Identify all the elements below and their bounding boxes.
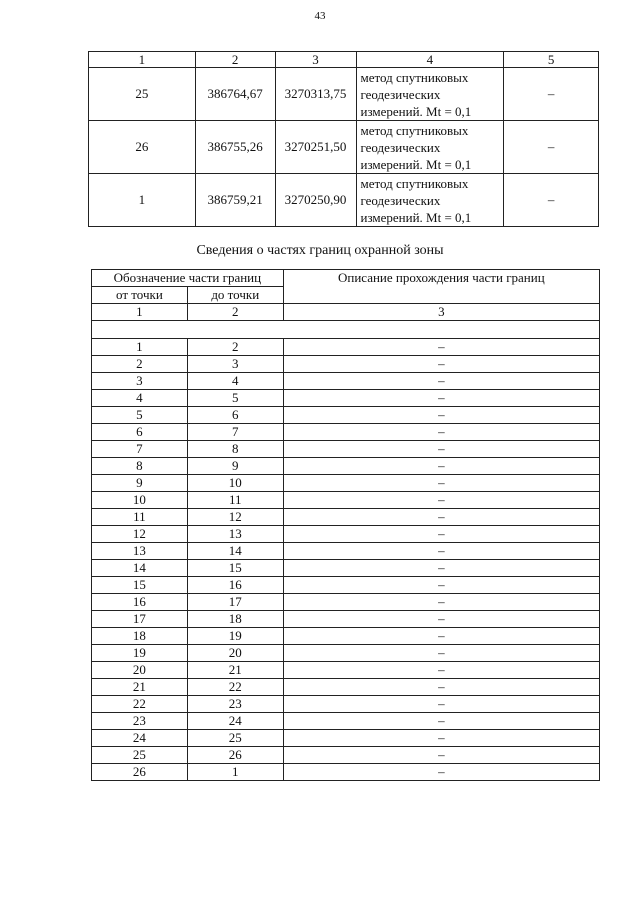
- y-coordinate: 3270313,75: [275, 68, 356, 121]
- boundary-description: –: [283, 764, 599, 781]
- column-number: 2: [195, 52, 275, 68]
- from-point: 5: [92, 407, 188, 424]
- boundary-description: –: [283, 628, 599, 645]
- to-point: 11: [187, 492, 283, 509]
- to-point: 14: [187, 543, 283, 560]
- boundary-description: –: [283, 458, 599, 475]
- table-row: [92, 645, 600, 662]
- to-point: 23: [187, 696, 283, 713]
- table-row: [92, 492, 600, 509]
- from-point: 12: [92, 526, 188, 543]
- table-row: [92, 543, 600, 560]
- method-line: метод спутниковых: [360, 122, 469, 138]
- boundary-description: –: [283, 594, 599, 611]
- group-header-row: [92, 270, 600, 287]
- to-point: 6: [187, 407, 283, 424]
- table-row: [92, 577, 600, 594]
- column-number: 4: [356, 52, 504, 68]
- from-point: 6: [92, 424, 188, 441]
- to-point: 2: [187, 339, 283, 356]
- table-row: [92, 339, 600, 356]
- from-point: 15: [92, 577, 188, 594]
- to-point: 19: [187, 628, 283, 645]
- boundary-part-designation-header: Обозначение части границ: [92, 270, 284, 287]
- boundary-description: –: [283, 373, 599, 390]
- table-row: [92, 458, 600, 475]
- method-line: геодезических: [360, 86, 441, 102]
- boundary-description: –: [283, 713, 599, 730]
- from-point: 19: [92, 645, 188, 662]
- section-title: Сведения о частях границ охранной зоны: [196, 243, 444, 258]
- boundary-description: –: [283, 560, 599, 577]
- point-number: 25: [89, 68, 196, 121]
- from-point: 2: [92, 356, 188, 373]
- to-point: 4: [187, 373, 283, 390]
- column-number: 5: [504, 52, 599, 68]
- from-point: 16: [92, 594, 188, 611]
- table-row: [92, 373, 600, 390]
- boundary-description: –: [283, 526, 599, 543]
- table-row: [92, 696, 600, 713]
- to-point: 13: [187, 526, 283, 543]
- boundary-description: –: [283, 492, 599, 509]
- from-point: 17: [92, 611, 188, 628]
- method-line: метод спутниковых: [360, 69, 469, 85]
- to-point: 10: [187, 475, 283, 492]
- note-cell: –: [504, 174, 599, 227]
- coordinates-table: [88, 51, 599, 227]
- page-number: 43: [314, 10, 326, 22]
- boundary-description: –: [283, 543, 599, 560]
- to-point: 12: [187, 509, 283, 526]
- method-line: измерений. Mt = 0,1: [360, 103, 472, 119]
- note-cell: –: [504, 68, 599, 121]
- boundary-description: –: [283, 747, 599, 764]
- empty-row: [92, 321, 600, 339]
- boundary-description: –: [283, 390, 599, 407]
- column-number-row: [92, 304, 600, 321]
- boundary-description: –: [283, 662, 599, 679]
- table-row: [92, 611, 600, 628]
- from-point: 10: [92, 492, 188, 509]
- empty-cell: [92, 321, 600, 339]
- method-line: метод спутниковых: [360, 175, 469, 191]
- boundary-description: –: [283, 339, 599, 356]
- from-point: 22: [92, 696, 188, 713]
- boundary-description: –: [283, 730, 599, 747]
- to-point: 9: [187, 458, 283, 475]
- boundary-description: –: [283, 645, 599, 662]
- from-point: 11: [92, 509, 188, 526]
- table-row: [92, 713, 600, 730]
- x-coordinate: 386759,21: [195, 174, 275, 227]
- to-point: 26: [187, 747, 283, 764]
- method-description: [356, 174, 504, 227]
- boundary-description: –: [283, 424, 599, 441]
- boundary-description: –: [283, 577, 599, 594]
- to-point: 22: [187, 679, 283, 696]
- to-point: 20: [187, 645, 283, 662]
- from-point: 13: [92, 543, 188, 560]
- point-number: 1: [89, 174, 196, 227]
- point-number: 26: [89, 121, 196, 174]
- column-number: 1: [92, 304, 188, 321]
- to-point-header: до точки: [187, 287, 283, 304]
- table-row: [92, 509, 600, 526]
- to-point: 3: [187, 356, 283, 373]
- table-row: [92, 390, 600, 407]
- table-row: [89, 121, 599, 174]
- from-point: 7: [92, 441, 188, 458]
- from-point: 8: [92, 458, 188, 475]
- column-number: 3: [283, 304, 599, 321]
- method-line: измерений. Mt = 0,1: [360, 156, 472, 172]
- boundary-description-header: Описание прохождения части границ: [283, 270, 599, 304]
- from-point-header: от точки: [92, 287, 188, 304]
- to-point: 8: [187, 441, 283, 458]
- method-line: измерений. Mt = 0,1: [360, 209, 472, 225]
- table-row: [92, 475, 600, 492]
- table-row: [89, 174, 599, 227]
- boundary-description: –: [283, 611, 599, 628]
- from-point: 26: [92, 764, 188, 781]
- from-point: 9: [92, 475, 188, 492]
- boundary-description: –: [283, 475, 599, 492]
- method-description: [356, 121, 504, 174]
- table-row: [92, 679, 600, 696]
- from-point: 14: [92, 560, 188, 577]
- to-point: 7: [187, 424, 283, 441]
- boundary-description: –: [283, 356, 599, 373]
- from-point: 25: [92, 747, 188, 764]
- from-point: 21: [92, 679, 188, 696]
- boundary-description: –: [283, 679, 599, 696]
- boundary-description: –: [283, 509, 599, 526]
- table-row: [92, 526, 600, 543]
- column-number: 3: [275, 52, 356, 68]
- table-row: [92, 356, 600, 373]
- boundary-description: –: [283, 407, 599, 424]
- column-number: 1: [89, 52, 196, 68]
- x-coordinate: 386755,26: [195, 121, 275, 174]
- to-point: 18: [187, 611, 283, 628]
- boundary-description: –: [283, 696, 599, 713]
- column-number: 2: [187, 304, 283, 321]
- to-point: 5: [187, 390, 283, 407]
- from-point: 24: [92, 730, 188, 747]
- from-point: 23: [92, 713, 188, 730]
- from-point: 1: [92, 339, 188, 356]
- to-point: 17: [187, 594, 283, 611]
- y-coordinate: 3270251,50: [275, 121, 356, 174]
- table-row: [92, 764, 600, 781]
- from-point: 18: [92, 628, 188, 645]
- table-row: [92, 662, 600, 679]
- from-point: 3: [92, 373, 188, 390]
- to-point: 15: [187, 560, 283, 577]
- boundary-parts-table: [91, 269, 600, 781]
- to-point: 1: [187, 764, 283, 781]
- to-point: 21: [187, 662, 283, 679]
- coordinates-header-row: [89, 52, 599, 68]
- table-row: [92, 424, 600, 441]
- to-point: 25: [187, 730, 283, 747]
- method-line: геодезических: [360, 192, 441, 208]
- note-cell: –: [504, 121, 599, 174]
- x-coordinate: 386764,67: [195, 68, 275, 121]
- table-row: [92, 594, 600, 611]
- from-point: 4: [92, 390, 188, 407]
- table-row: [92, 441, 600, 458]
- table-row: [92, 628, 600, 645]
- table-row: [92, 730, 600, 747]
- table-row: [92, 747, 600, 764]
- to-point: 16: [187, 577, 283, 594]
- to-point: 24: [187, 713, 283, 730]
- boundary-description: –: [283, 441, 599, 458]
- y-coordinate: 3270250,90: [275, 174, 356, 227]
- table-row: [92, 407, 600, 424]
- from-point: 20: [92, 662, 188, 679]
- method-description: [356, 68, 504, 121]
- method-line: геодезических: [360, 139, 441, 155]
- table-row: [92, 560, 600, 577]
- table-row: [89, 68, 599, 121]
